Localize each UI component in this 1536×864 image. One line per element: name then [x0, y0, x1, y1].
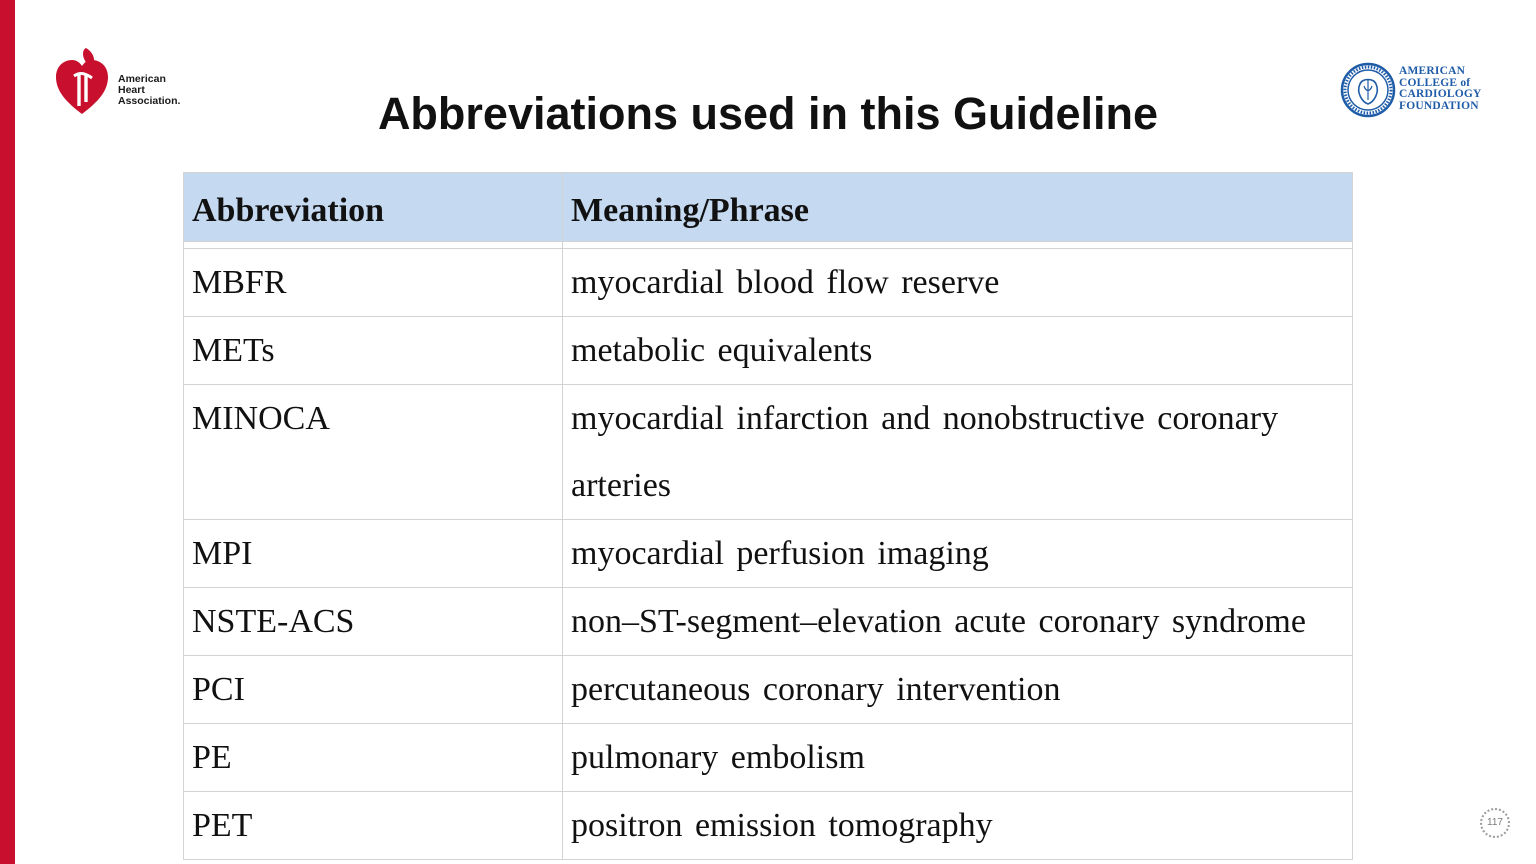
aha-line-3: Association. — [118, 95, 181, 107]
acc-line-4: FOUNDATION — [1399, 99, 1479, 112]
abbreviation-cell: PCI — [184, 656, 563, 724]
table-row — [184, 792, 1353, 860]
acc-line-1: AMERICAN — [1399, 65, 1466, 77]
acc-line-3: CARDIOLOGY — [1399, 88, 1482, 100]
meaning-cell: pulmonary embolism — [563, 724, 1353, 792]
abbreviation-cell: PE — [184, 724, 563, 792]
aha-line-1: American — [118, 73, 166, 85]
abbreviation-cell: MINOCA — [184, 385, 563, 520]
aha-line-2: Heart — [118, 84, 145, 96]
meaning-cell: metabolic equivalents — [563, 317, 1353, 385]
acc-line-2: COLLEGE of — [1399, 76, 1471, 89]
table-row — [184, 317, 1353, 385]
meaning-cell: myocardial perfusion imaging — [563, 520, 1353, 588]
meaning-cell: myocardial infarction and nonobstructive coronary arteries — [563, 385, 1353, 520]
table-row — [184, 656, 1353, 724]
table-row — [184, 724, 1353, 792]
page-title: Abbreviations used in this Guideline — [377, 88, 1159, 139]
table-header-row — [184, 173, 1353, 242]
table-row — [184, 588, 1353, 656]
meaning-cell: myocardial blood flow reserve — [563, 249, 1353, 317]
abbreviation-cell: PET — [184, 792, 563, 860]
abbreviation-cell: NSTE-ACS — [184, 588, 563, 656]
table-spacer-row — [184, 242, 1353, 249]
column-header-meaning: Meaning/Phrase — [563, 173, 1353, 242]
table-row — [184, 520, 1353, 588]
abbreviation-cell: MBFR — [184, 249, 563, 317]
abbreviation-table — [183, 172, 1353, 860]
meaning-cell: non–ST-segment–elevation acute coronary syndrome — [563, 588, 1353, 656]
table-row — [184, 249, 1353, 317]
meaning-cell: percutaneous coronary intervention — [563, 656, 1353, 724]
table-row — [184, 385, 1353, 520]
abbreviation-cell: METs — [184, 317, 563, 385]
page-number-badge: 117 — [1480, 808, 1510, 838]
column-header-abbreviation: Abbreviation — [184, 173, 563, 242]
meaning-cell: positron emission tomography — [563, 792, 1353, 860]
abbreviation-cell: MPI — [184, 520, 563, 588]
